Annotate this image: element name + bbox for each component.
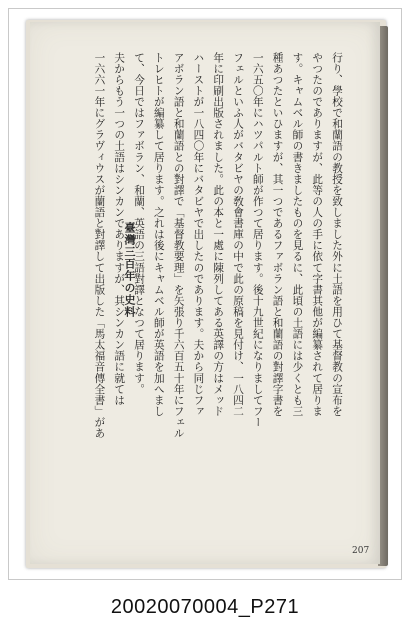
text-column-13: 一六六一年にグラヴィウスが蘭語と對譯して出版した「馬太福音傳全書」があ bbox=[93, 52, 106, 439]
text-column-4: 種あつたといひますが、其一つであるファボラン語と和蘭語の對譯字書を bbox=[271, 52, 284, 417]
text-column-7: 年に印刷出版されました。此の本と一處に陳列してある英譯の方はメッド bbox=[212, 52, 225, 417]
text-column-3: す。キャムベル師の書きましたものを見るに、此頃の土語には少くとも三 bbox=[291, 52, 304, 417]
image-id-caption: 20020070004_P271 bbox=[110, 596, 300, 618]
page-number: 207 bbox=[352, 546, 370, 556]
text-column-9: アボラン語と和蘭語との對譯で「基督教要理」を矢張り千六百五十年にフェル bbox=[172, 52, 185, 439]
text-column-1: 行り、學校で和蘭語の教授を致しました外に土語を用ひて基督教の宣布を bbox=[331, 52, 343, 417]
text-column-11: て、今日ではファボラン、和蘭、英語の三語對譯となつて居ります。 bbox=[133, 52, 146, 395]
text-column-2: やつたのでありますが、此等の人の手に依て字書其他が編纂されて居りま bbox=[311, 52, 324, 417]
text-column-5: 一六五〇年にハツパルト師が作つて居ります。後十九世紀になりましてフー bbox=[251, 52, 264, 428]
text-column-6: フェルといふ人がバタビヤの敎會書庫の中で此の原稿を見付け、一八四二 bbox=[232, 52, 245, 417]
text-column-10: トレヒトが編纂して居ります。之れは後にキャムベル師が英語を加へまし bbox=[152, 52, 165, 417]
text-column-8: ハーストが一八四〇年にバタビヤで出したのであります。夫から同じファ bbox=[192, 52, 205, 417]
body-text bbox=[94, 52, 346, 508]
text-column-12: 夫からもう一つの土語はシンカンでありますが、其シンカン語に就ては bbox=[113, 52, 126, 406]
running-head: 臺灣三百年の史料 bbox=[123, 222, 136, 318]
